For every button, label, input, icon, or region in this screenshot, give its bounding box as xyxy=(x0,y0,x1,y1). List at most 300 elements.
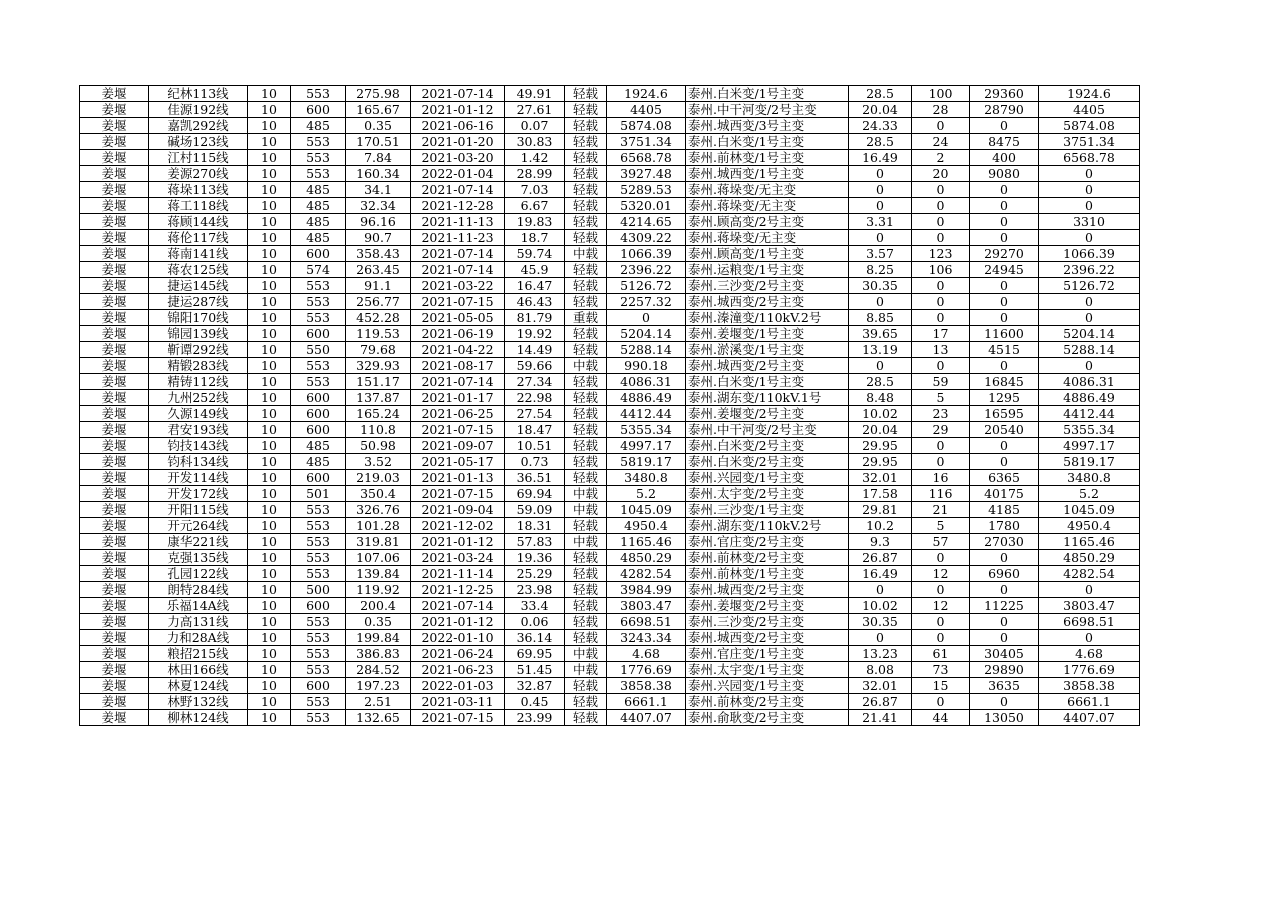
table-cell-region: 姜堰 xyxy=(80,342,149,358)
table-row xyxy=(80,214,1140,230)
table-cell-substation: 泰州.白米变/1号主变 xyxy=(686,374,849,390)
table-cell-sub_rate: 17.58 xyxy=(849,486,912,502)
table-cell-voltage: 10 xyxy=(248,390,291,406)
table-row xyxy=(80,294,1140,310)
table-cell-status: 轻载 xyxy=(565,454,607,470)
table-cell-voltage: 10 xyxy=(248,486,291,502)
table-cell-line: 林田166线 xyxy=(149,662,248,678)
table-cell-margin: 1776.69 xyxy=(607,662,686,678)
table-cell-rate: 23.98 xyxy=(505,582,565,598)
table-cell-c3: 5.2 xyxy=(1039,486,1140,502)
table-cell-line: 锦阳170线 xyxy=(149,310,248,326)
table-cell-c1: 106 xyxy=(912,262,970,278)
table-cell-sub_rate: 26.87 xyxy=(849,550,912,566)
table-cell-c2: 8475 xyxy=(970,134,1039,150)
table-cell-c2: 0 xyxy=(970,454,1039,470)
table-cell-line: 靳谭292线 xyxy=(149,342,248,358)
table-cell-load: 386.83 xyxy=(346,646,411,662)
table-cell-sub_rate: 28.5 xyxy=(849,86,912,102)
table-cell-rated: 553 xyxy=(291,694,346,710)
table-cell-voltage: 10 xyxy=(248,518,291,534)
table-row xyxy=(80,630,1140,646)
table-cell-voltage: 10 xyxy=(248,182,291,198)
table-cell-c1: 5 xyxy=(912,518,970,534)
table-cell-margin: 4997.17 xyxy=(607,438,686,454)
table-cell-status: 轻载 xyxy=(565,614,607,630)
table-cell-voltage: 10 xyxy=(248,454,291,470)
table-cell-rate: 0.73 xyxy=(505,454,565,470)
table-cell-substation: 泰州.官庄变/1号主变 xyxy=(686,646,849,662)
table-cell-rated: 501 xyxy=(291,486,346,502)
table-cell-rated: 485 xyxy=(291,454,346,470)
table-cell-voltage: 10 xyxy=(248,230,291,246)
table-cell-substation: 泰州.运粮变/1号主变 xyxy=(686,262,849,278)
table-cell-rate: 59.74 xyxy=(505,246,565,262)
table-cell-margin: 5204.14 xyxy=(607,326,686,342)
table-cell-rate: 27.34 xyxy=(505,374,565,390)
table-cell-line: 开元264线 xyxy=(149,518,248,534)
table-cell-rated: 553 xyxy=(291,294,346,310)
table-cell-margin: 4.68 xyxy=(607,646,686,662)
table-cell-line: 锦园139线 xyxy=(149,326,248,342)
table-cell-voltage: 10 xyxy=(248,102,291,118)
table-cell-voltage: 10 xyxy=(248,342,291,358)
table-cell-c2: 27030 xyxy=(970,534,1039,550)
table-cell-rated: 553 xyxy=(291,630,346,646)
table-cell-date: 2022-01-03 xyxy=(411,678,505,694)
table-cell-rated: 600 xyxy=(291,246,346,262)
table-cell-sub_rate: 13.19 xyxy=(849,342,912,358)
table-cell-region: 姜堰 xyxy=(80,278,149,294)
table-cell-substation: 泰州.蒋垛变/无主变 xyxy=(686,182,849,198)
table-cell-substation: 泰州.城西变/2号主变 xyxy=(686,294,849,310)
table-cell-c3: 5126.72 xyxy=(1039,278,1140,294)
table-cell-c2: 0 xyxy=(970,214,1039,230)
table-cell-rate: 7.03 xyxy=(505,182,565,198)
table-cell-line: 柳林124线 xyxy=(149,710,248,726)
table-cell-c2: 16845 xyxy=(970,374,1039,390)
table-cell-rate: 36.51 xyxy=(505,470,565,486)
table-row xyxy=(80,310,1140,326)
table-cell-region: 姜堰 xyxy=(80,646,149,662)
table-cell-voltage: 10 xyxy=(248,294,291,310)
table-cell-substation: 泰州.白米变/2号主变 xyxy=(686,438,849,454)
table-cell-load: 170.51 xyxy=(346,134,411,150)
table-cell-status: 轻载 xyxy=(565,406,607,422)
table-cell-c3: 1924.6 xyxy=(1039,86,1140,102)
table-cell-c1: 20 xyxy=(912,166,970,182)
table-cell-c2: 4515 xyxy=(970,342,1039,358)
table-cell-c2: 9080 xyxy=(970,166,1039,182)
table-cell-load: 107.06 xyxy=(346,550,411,566)
table-cell-voltage: 10 xyxy=(248,406,291,422)
table-cell-line: 林野132线 xyxy=(149,694,248,710)
table-cell-date: 2021-11-23 xyxy=(411,230,505,246)
table-cell-status: 轻载 xyxy=(565,374,607,390)
table-cell-rated: 485 xyxy=(291,214,346,230)
table-cell-sub_rate: 0 xyxy=(849,230,912,246)
table-cell-date: 2021-07-14 xyxy=(411,262,505,278)
table-cell-margin: 1924.6 xyxy=(607,86,686,102)
table-cell-c1: 0 xyxy=(912,118,970,134)
table-cell-date: 2021-07-14 xyxy=(411,86,505,102)
table-cell-sub_rate: 39.65 xyxy=(849,326,912,342)
table-cell-region: 姜堰 xyxy=(80,262,149,278)
table-cell-voltage: 10 xyxy=(248,646,291,662)
table-row xyxy=(80,470,1140,486)
table-row xyxy=(80,614,1140,630)
table-cell-line: 蒋南141线 xyxy=(149,246,248,262)
table-cell-substation: 泰州.白米变/2号主变 xyxy=(686,454,849,470)
table-cell-line: 君安193线 xyxy=(149,422,248,438)
table-row xyxy=(80,390,1140,406)
table-cell-status: 轻载 xyxy=(565,214,607,230)
table-cell-rated: 553 xyxy=(291,646,346,662)
table-cell-substation: 泰州.城西变/3号主变 xyxy=(686,118,849,134)
table-cell-rate: 27.54 xyxy=(505,406,565,422)
table-cell-c3: 6698.51 xyxy=(1039,614,1140,630)
table-cell-load: 319.81 xyxy=(346,534,411,550)
table-cell-load: 0.35 xyxy=(346,614,411,630)
table-cell-line: 久源149线 xyxy=(149,406,248,422)
table-cell-sub_rate: 30.35 xyxy=(849,278,912,294)
table-cell-rated: 553 xyxy=(291,614,346,630)
table-cell-margin: 4412.44 xyxy=(607,406,686,422)
table-cell-c2: 20540 xyxy=(970,422,1039,438)
table-cell-voltage: 10 xyxy=(248,582,291,598)
table-cell-voltage: 10 xyxy=(248,614,291,630)
table-cell-voltage: 10 xyxy=(248,358,291,374)
table-row xyxy=(80,678,1140,694)
table-cell-rated: 485 xyxy=(291,118,346,134)
table-cell-region: 姜堰 xyxy=(80,294,149,310)
table-cell-c2: 29890 xyxy=(970,662,1039,678)
table-cell-date: 2021-11-14 xyxy=(411,566,505,582)
table-cell-rate: 33.4 xyxy=(505,598,565,614)
table-cell-region: 姜堰 xyxy=(80,438,149,454)
table-cell-substation: 泰州.中干河变/2号主变 xyxy=(686,422,849,438)
table-cell-sub_rate: 0 xyxy=(849,198,912,214)
table-cell-rate: 28.99 xyxy=(505,166,565,182)
table-cell-c3: 4412.44 xyxy=(1039,406,1140,422)
table-row xyxy=(80,198,1140,214)
table-cell-region: 姜堰 xyxy=(80,198,149,214)
table-cell-status: 轻载 xyxy=(565,582,607,598)
table-cell-region: 姜堰 xyxy=(80,390,149,406)
table-cell-c1: 0 xyxy=(912,182,970,198)
table-cell-region: 姜堰 xyxy=(80,470,149,486)
table-cell-date: 2021-03-22 xyxy=(411,278,505,294)
table-cell-c2: 13050 xyxy=(970,710,1039,726)
table-cell-rate: 51.45 xyxy=(505,662,565,678)
table-cell-date: 2022-01-10 xyxy=(411,630,505,646)
table-cell-margin: 4282.54 xyxy=(607,566,686,582)
table-cell-rated: 485 xyxy=(291,182,346,198)
table-cell-sub_rate: 20.04 xyxy=(849,422,912,438)
table-row xyxy=(80,374,1140,390)
table-cell-margin: 4850.29 xyxy=(607,550,686,566)
table-cell-c1: 23 xyxy=(912,406,970,422)
table-cell-margin: 4214.65 xyxy=(607,214,686,230)
table-cell-sub_rate: 29.95 xyxy=(849,438,912,454)
table-cell-load: 219.03 xyxy=(346,470,411,486)
table-cell-load: 32.34 xyxy=(346,198,411,214)
table-cell-c1: 0 xyxy=(912,630,970,646)
table-cell-region: 姜堰 xyxy=(80,422,149,438)
table-row xyxy=(80,422,1140,438)
table-cell-status: 中载 xyxy=(565,486,607,502)
table-cell-rated: 485 xyxy=(291,230,346,246)
table-cell-c2: 0 xyxy=(970,294,1039,310)
table-row xyxy=(80,534,1140,550)
table-cell-margin: 5.2 xyxy=(607,486,686,502)
table-cell-margin: 5288.14 xyxy=(607,342,686,358)
table-cell-rated: 500 xyxy=(291,582,346,598)
table-cell-c3: 5819.17 xyxy=(1039,454,1140,470)
table-cell-voltage: 10 xyxy=(248,422,291,438)
table-cell-c2: 4185 xyxy=(970,502,1039,518)
table-cell-voltage: 10 xyxy=(248,134,291,150)
table-cell-voltage: 10 xyxy=(248,262,291,278)
table-cell-date: 2021-05-05 xyxy=(411,310,505,326)
table-cell-margin: 1066.39 xyxy=(607,246,686,262)
table-cell-line: 朗特284线 xyxy=(149,582,248,598)
table-cell-c1: 16 xyxy=(912,470,970,486)
table-cell-rate: 19.92 xyxy=(505,326,565,342)
table-cell-load: 139.84 xyxy=(346,566,411,582)
table-cell-rate: 69.95 xyxy=(505,646,565,662)
table-cell-voltage: 10 xyxy=(248,630,291,646)
table-row xyxy=(80,326,1140,342)
table-cell-margin: 3751.34 xyxy=(607,134,686,150)
table-cell-margin: 0 xyxy=(607,310,686,326)
table-cell-status: 轻载 xyxy=(565,630,607,646)
table-cell-c1: 0 xyxy=(912,198,970,214)
table-cell-status: 轻载 xyxy=(565,118,607,134)
table-cell-c3: 1066.39 xyxy=(1039,246,1140,262)
table-cell-c3: 4886.49 xyxy=(1039,390,1140,406)
table-cell-margin: 5320.01 xyxy=(607,198,686,214)
table-cell-line: 佳源192线 xyxy=(149,102,248,118)
table-cell-status: 中载 xyxy=(565,662,607,678)
table-cell-substation: 泰州.太宇变/2号主变 xyxy=(686,486,849,502)
table-cell-line: 蒋农125线 xyxy=(149,262,248,278)
table-cell-status: 轻载 xyxy=(565,598,607,614)
table-cell-load: 90.7 xyxy=(346,230,411,246)
table-cell-c3: 0 xyxy=(1039,294,1140,310)
table-cell-rate: 57.83 xyxy=(505,534,565,550)
table-cell-region: 姜堰 xyxy=(80,150,149,166)
table-cell-substation: 泰州.蒋垛变/无主变 xyxy=(686,230,849,246)
table-cell-region: 姜堰 xyxy=(80,182,149,198)
table-cell-date: 2021-06-23 xyxy=(411,662,505,678)
table-cell-c2: 6960 xyxy=(970,566,1039,582)
table-cell-date: 2021-03-24 xyxy=(411,550,505,566)
table-cell-sub_rate: 24.33 xyxy=(849,118,912,134)
table-cell-substation: 泰州.溱潼变/110kV.2号 xyxy=(686,310,849,326)
table-cell-line: 粮招215线 xyxy=(149,646,248,662)
table-cell-load: 119.53 xyxy=(346,326,411,342)
table-cell-date: 2021-07-14 xyxy=(411,246,505,262)
table-cell-load: 326.76 xyxy=(346,502,411,518)
table-cell-c1: 0 xyxy=(912,438,970,454)
table-cell-c1: 0 xyxy=(912,214,970,230)
table-cell-voltage: 10 xyxy=(248,438,291,454)
table-cell-substation: 泰州.城西变/1号主变 xyxy=(686,166,849,182)
table-cell-rated: 553 xyxy=(291,550,346,566)
table-cell-date: 2021-01-12 xyxy=(411,614,505,630)
table-cell-margin: 1165.46 xyxy=(607,534,686,550)
table-cell-date: 2021-09-04 xyxy=(411,502,505,518)
table-cell-region: 姜堰 xyxy=(80,566,149,582)
table-cell-date: 2021-07-15 xyxy=(411,710,505,726)
table-cell-region: 姜堰 xyxy=(80,374,149,390)
table-cell-c3: 3803.47 xyxy=(1039,598,1140,614)
table-cell-status: 轻载 xyxy=(565,518,607,534)
table-cell-c2: 0 xyxy=(970,694,1039,710)
table-cell-status: 轻载 xyxy=(565,182,607,198)
table-cell-status: 轻载 xyxy=(565,166,607,182)
table-cell-sub_rate: 10.02 xyxy=(849,406,912,422)
table-cell-c3: 3480.8 xyxy=(1039,470,1140,486)
table-cell-rated: 574 xyxy=(291,262,346,278)
table-cell-c3: 5204.14 xyxy=(1039,326,1140,342)
table-cell-rate: 0.45 xyxy=(505,694,565,710)
table-cell-sub_rate: 9.3 xyxy=(849,534,912,550)
table-cell-rated: 550 xyxy=(291,342,346,358)
table-cell-load: 132.65 xyxy=(346,710,411,726)
table-cell-load: 200.4 xyxy=(346,598,411,614)
table-cell-date: 2021-06-25 xyxy=(411,406,505,422)
table-cell-date: 2021-07-14 xyxy=(411,374,505,390)
table-cell-sub_rate: 32.01 xyxy=(849,678,912,694)
table-cell-line: 孔园122线 xyxy=(149,566,248,582)
table-cell-c3: 0 xyxy=(1039,182,1140,198)
table-cell-line: 精铸112线 xyxy=(149,374,248,390)
table-cell-date: 2021-07-15 xyxy=(411,486,505,502)
table-cell-margin: 6698.51 xyxy=(607,614,686,630)
table-cell-substation: 泰州.三沙变/1号主变 xyxy=(686,502,849,518)
table-cell-line: 纪林113线 xyxy=(149,86,248,102)
table-cell-date: 2021-07-15 xyxy=(411,422,505,438)
table-cell-line: 蒋垛113线 xyxy=(149,182,248,198)
table-cell-region: 姜堰 xyxy=(80,710,149,726)
table-cell-c1: 0 xyxy=(912,614,970,630)
table-cell-status: 中载 xyxy=(565,534,607,550)
table-row xyxy=(80,166,1140,182)
table-row xyxy=(80,550,1140,566)
table-cell-sub_rate: 10.2 xyxy=(849,518,912,534)
table-cell-c2: 0 xyxy=(970,438,1039,454)
table-cell-substation: 泰州.湖东变/110kV.1号 xyxy=(686,390,849,406)
table-cell-c2: 0 xyxy=(970,630,1039,646)
table-cell-rated: 553 xyxy=(291,710,346,726)
table-cell-rate: 46.43 xyxy=(505,294,565,310)
table-cell-substation: 泰州.前林变/1号主变 xyxy=(686,566,849,582)
table-cell-rated: 553 xyxy=(291,86,346,102)
table-cell-margin: 4405 xyxy=(607,102,686,118)
table-cell-sub_rate: 0 xyxy=(849,294,912,310)
table-cell-sub_rate: 16.49 xyxy=(849,150,912,166)
table-cell-load: 165.24 xyxy=(346,406,411,422)
table-cell-rated: 553 xyxy=(291,150,346,166)
table-cell-substation: 泰州.蒋垛变/无主变 xyxy=(686,198,849,214)
table-cell-rate: 0.07 xyxy=(505,118,565,134)
table-cell-sub_rate: 26.87 xyxy=(849,694,912,710)
table-cell-status: 轻载 xyxy=(565,230,607,246)
table-cell-c1: 0 xyxy=(912,278,970,294)
table-cell-c2: 0 xyxy=(970,550,1039,566)
table-cell-date: 2021-03-11 xyxy=(411,694,505,710)
table-cell-margin: 3243.34 xyxy=(607,630,686,646)
table-cell-margin: 5355.34 xyxy=(607,422,686,438)
table-cell-c1: 28 xyxy=(912,102,970,118)
table-cell-sub_rate: 3.31 xyxy=(849,214,912,230)
table-cell-line: 蒋伦117线 xyxy=(149,230,248,246)
table-cell-substation: 泰州.前林变/2号主变 xyxy=(686,550,849,566)
table-cell-margin: 5126.72 xyxy=(607,278,686,294)
table-cell-line: 开发114线 xyxy=(149,470,248,486)
table-row xyxy=(80,342,1140,358)
table-cell-sub_rate: 0 xyxy=(849,182,912,198)
data-table xyxy=(79,85,1140,726)
table-cell-sub_rate: 30.35 xyxy=(849,614,912,630)
table-cell-sub_rate: 29.81 xyxy=(849,502,912,518)
table-cell-load: 199.84 xyxy=(346,630,411,646)
table-cell-status: 轻载 xyxy=(565,710,607,726)
table-cell-c1: 21 xyxy=(912,502,970,518)
table-cell-load: 7.84 xyxy=(346,150,411,166)
table-row xyxy=(80,262,1140,278)
table-cell-line: 捷运287线 xyxy=(149,294,248,310)
table-cell-region: 姜堰 xyxy=(80,486,149,502)
table-cell-region: 姜堰 xyxy=(80,502,149,518)
table-row xyxy=(80,230,1140,246)
table-cell-voltage: 10 xyxy=(248,150,291,166)
table-row xyxy=(80,182,1140,198)
table-cell-date: 2021-08-17 xyxy=(411,358,505,374)
table-cell-c3: 4407.07 xyxy=(1039,710,1140,726)
table-row xyxy=(80,102,1140,118)
table-row xyxy=(80,86,1140,102)
table-cell-sub_rate: 28.5 xyxy=(849,374,912,390)
table-cell-date: 2021-05-17 xyxy=(411,454,505,470)
table-cell-date: 2021-06-24 xyxy=(411,646,505,662)
table-cell-c1: 44 xyxy=(912,710,970,726)
table-cell-margin: 5819.17 xyxy=(607,454,686,470)
table-cell-margin: 5289.53 xyxy=(607,182,686,198)
table-row xyxy=(80,150,1140,166)
table-body xyxy=(80,86,1140,726)
table-cell-substation: 泰州.湖东变/110kV.2号 xyxy=(686,518,849,534)
table-cell-c1: 123 xyxy=(912,246,970,262)
table-cell-region: 姜堰 xyxy=(80,694,149,710)
table-cell-sub_rate: 16.49 xyxy=(849,566,912,582)
table-cell-margin: 2257.32 xyxy=(607,294,686,310)
table-cell-rate: 0.06 xyxy=(505,614,565,630)
table-cell-c1: 0 xyxy=(912,310,970,326)
table-cell-status: 中载 xyxy=(565,246,607,262)
table-cell-voltage: 10 xyxy=(248,214,291,230)
table-cell-c2: 11225 xyxy=(970,598,1039,614)
table-cell-c1: 17 xyxy=(912,326,970,342)
table-cell-substation: 泰州.姜堰变/2号主变 xyxy=(686,406,849,422)
table-cell-rated: 600 xyxy=(291,406,346,422)
table-cell-c3: 5874.08 xyxy=(1039,118,1140,134)
table-cell-rate: 10.51 xyxy=(505,438,565,454)
table-cell-c1: 61 xyxy=(912,646,970,662)
table-cell-sub_rate: 0 xyxy=(849,582,912,598)
